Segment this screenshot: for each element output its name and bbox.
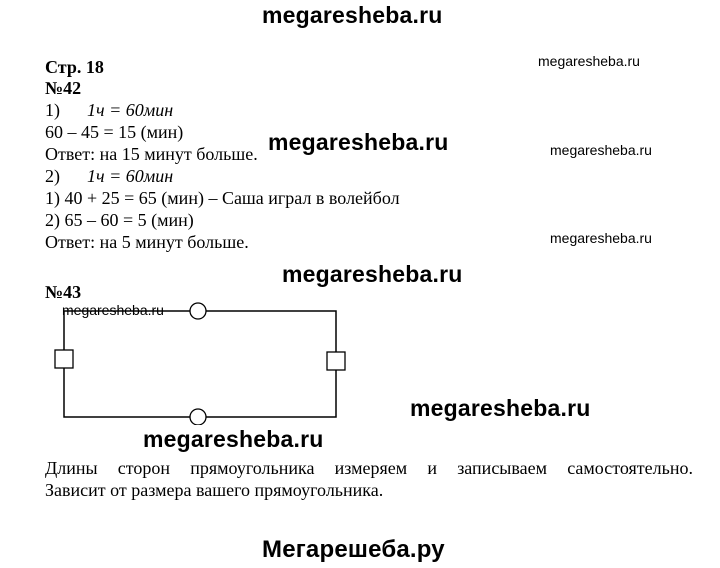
task-42-part2-answer: Ответ: на 5 минут больше.: [45, 232, 249, 252]
part1-given-text: 1ч = 60мин: [87, 100, 174, 120]
part1-number: 1): [45, 100, 60, 120]
small-watermark: megaresheba.ru: [550, 142, 652, 158]
task-42-part2-given: [45, 165, 173, 187]
task-43-line1: Длины сторон прямоугольника измеряем и записываем самостоятельно.: [45, 458, 693, 478]
task-43-number: №43: [45, 282, 82, 302]
task-42-part2-step1: 1) 40 + 25 = 65 (мин) – Саша играл в волейбол: [45, 188, 400, 208]
footer-watermark: Мегарешеба.ру: [262, 536, 445, 563]
task-42-part1-answer: Ответ: на 15 минут больше.: [45, 144, 258, 164]
top-circle-marker: [190, 303, 206, 319]
big-watermark: megaresheba.ru: [282, 261, 463, 287]
part2-given-text: 1ч = 60мин: [87, 166, 174, 186]
big-watermark: megaresheba.ru: [410, 395, 591, 421]
left-square-marker: [55, 350, 73, 368]
small-watermark: megaresheba.ru: [62, 302, 164, 318]
task-42-part1-given: [45, 99, 173, 121]
bottom-circle-marker: [190, 409, 206, 425]
page-reference: Стр. 18: [45, 57, 104, 77]
header-watermark: megaresheba.ru: [262, 2, 443, 28]
part2-number: 2): [45, 166, 60, 186]
big-watermark: megaresheba.ru: [143, 426, 324, 452]
task-42-number: №42: [45, 78, 82, 98]
rectangle-shape: [64, 311, 336, 417]
task-42-part2-step2: 2) 65 – 60 = 5 (мин): [45, 210, 194, 230]
small-watermark: megaresheba.ru: [550, 230, 652, 246]
rectangle-figure: [50, 300, 350, 425]
small-watermark: megaresheba.ru: [538, 53, 640, 69]
task-43-line2: Зависит от размера вашего прямоугольника.: [45, 480, 384, 500]
right-square-marker: [327, 352, 345, 370]
task-42-part1-calc: 60 – 45 = 15 (мин): [45, 122, 184, 142]
big-watermark: megaresheba.ru: [268, 129, 449, 155]
